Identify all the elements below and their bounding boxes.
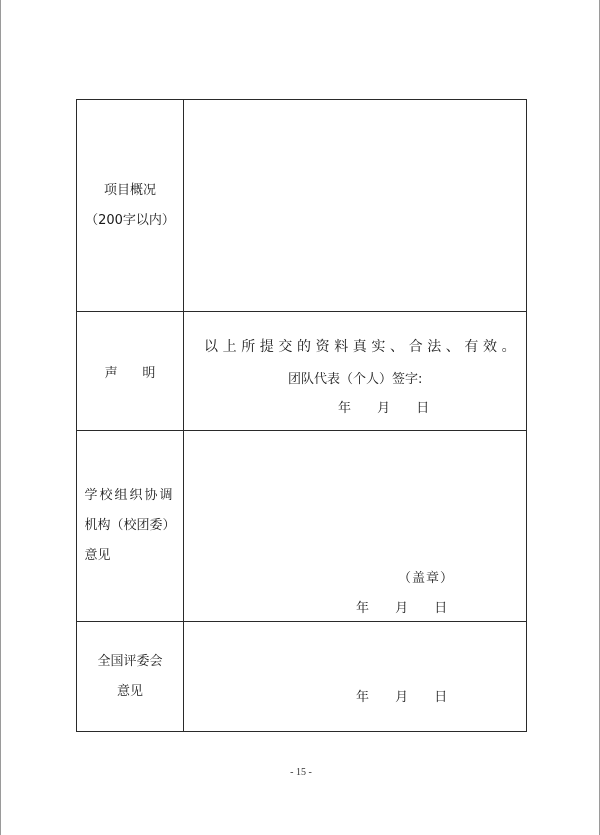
- committee-opinion-label-line2: 意见: [116, 683, 143, 699]
- school-opinion-label-line3: 意见: [84, 548, 111, 563]
- committee-opinion-date: 年 月 日: [356, 690, 449, 705]
- statement-date: 年 月 日: [338, 401, 431, 416]
- project-overview-word-limit: （200字以内）: [85, 212, 175, 228]
- statement-label: 声 明: [104, 365, 156, 381]
- page-number: - 15 -: [290, 767, 312, 778]
- committee-opinion-content-cell[interactable]: [184, 622, 527, 732]
- committee-opinion-row: [77, 622, 527, 732]
- signature-label: 团队代表（个人）签字:: [288, 372, 423, 387]
- school-opinion-date: 年 月 日: [356, 601, 449, 616]
- committee-opinion-label: [97, 647, 162, 707]
- project-overview-title: 项目概况: [103, 182, 156, 198]
- statement-row: [77, 312, 527, 431]
- project-overview-row: [77, 100, 527, 312]
- school-opinion-content-cell[interactable]: [184, 431, 527, 622]
- seal-label: （盖章）: [398, 571, 455, 586]
- statement-label-cell: [77, 312, 184, 431]
- project-overview-label: [85, 176, 175, 236]
- school-opinion-label-cell: [77, 431, 184, 622]
- school-opinion-row: [77, 431, 527, 622]
- project-overview-label-cell: [77, 100, 184, 312]
- school-opinion-label: [84, 481, 175, 571]
- project-overview-content-cell[interactable]: [184, 100, 527, 312]
- committee-opinion-label-cell: [77, 622, 184, 732]
- school-opinion-label-line1: 学校组织协调: [84, 488, 175, 503]
- statement-text: 以上所提交的资料真实、合法、有效。: [204, 339, 521, 355]
- school-opinion-label-line2: 机构（校团委）: [84, 518, 176, 533]
- application-form-table: [76, 99, 527, 732]
- committee-opinion-label-line1: 全国评委会: [97, 653, 163, 669]
- statement-content-cell: [184, 312, 527, 431]
